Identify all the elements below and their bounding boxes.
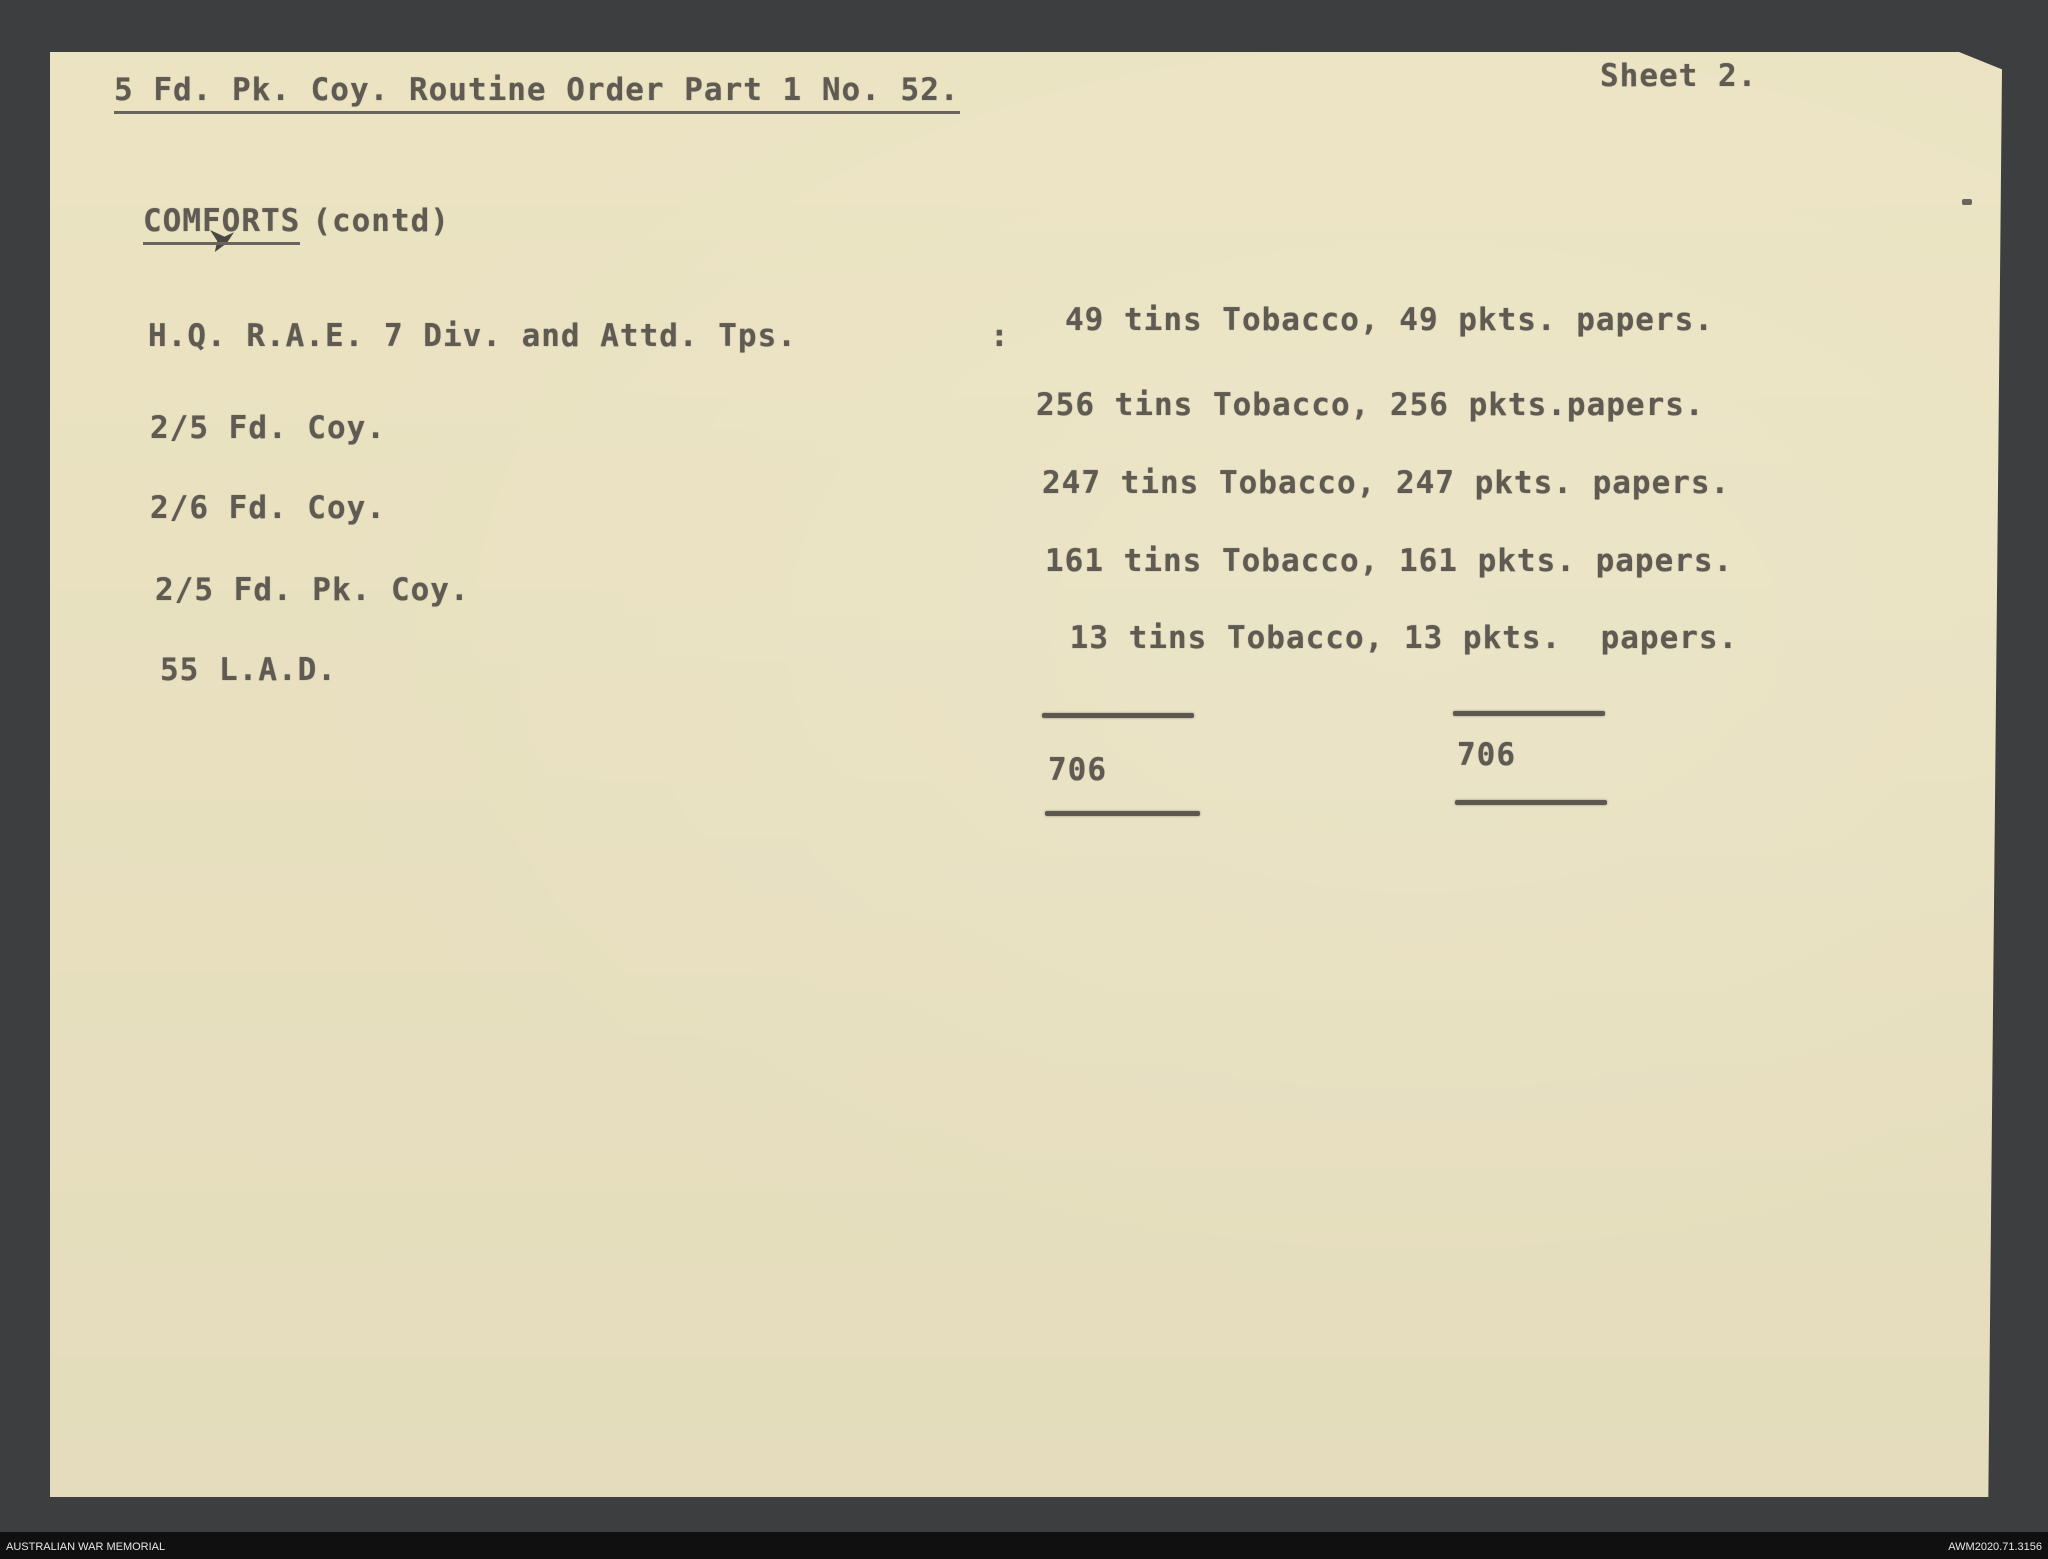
section-heading bbox=[143, 203, 450, 239]
footer-credit: AUSTRALIAN WAR MEMORIAL bbox=[6, 1541, 166, 1553]
total-rule-top-tobacco bbox=[1042, 713, 1194, 718]
allocation-text: 49 tins Tobacco, 49 pkts. papers. bbox=[1065, 302, 1714, 338]
routine-order-header: 5 Fd. Pk. Coy. Routine Order Part 1 No. 52. bbox=[114, 72, 960, 114]
paper-speck bbox=[1962, 199, 1972, 205]
unit-name: 2/5 Fd. Coy. bbox=[150, 410, 386, 446]
unit-name: 2/5 Fd. Pk. Coy. bbox=[155, 572, 470, 608]
footer-accession-number: AWM2020.71.3156 bbox=[1948, 1541, 2042, 1553]
allocation-text: 256 tins Tobacco, 256 pkts.papers. bbox=[1036, 387, 1705, 423]
section-title: COMFORTS bbox=[143, 203, 300, 245]
unit-name: 55 L.A.D. bbox=[160, 652, 337, 688]
sheet-number: Sheet 2. bbox=[1600, 58, 1758, 94]
allocation-text: 247 tins Tobacco, 247 pkts. papers. bbox=[1042, 465, 1731, 501]
unit-name: H.Q. R.A.E. 7 Div. and Attd. Tps. bbox=[148, 318, 797, 354]
allocation-text: 161 tins Tobacco, 161 pkts. papers. bbox=[1045, 543, 1734, 579]
total-rule-bottom-papers bbox=[1455, 800, 1607, 805]
unit-separator: : bbox=[990, 318, 1010, 354]
document-page bbox=[50, 52, 2002, 1497]
unit-name: 2/6 Fd. Coy. bbox=[150, 490, 386, 526]
total-tobacco: 706 bbox=[1048, 752, 1107, 788]
total-rule-bottom-tobacco bbox=[1045, 811, 1200, 816]
allocation-text: 13 tins Tobacco, 13 pkts. papers. bbox=[1050, 620, 1739, 656]
total-rule-top-papers bbox=[1453, 711, 1605, 716]
section-contd: (contd) bbox=[312, 203, 450, 239]
total-papers: 706 bbox=[1457, 737, 1516, 773]
